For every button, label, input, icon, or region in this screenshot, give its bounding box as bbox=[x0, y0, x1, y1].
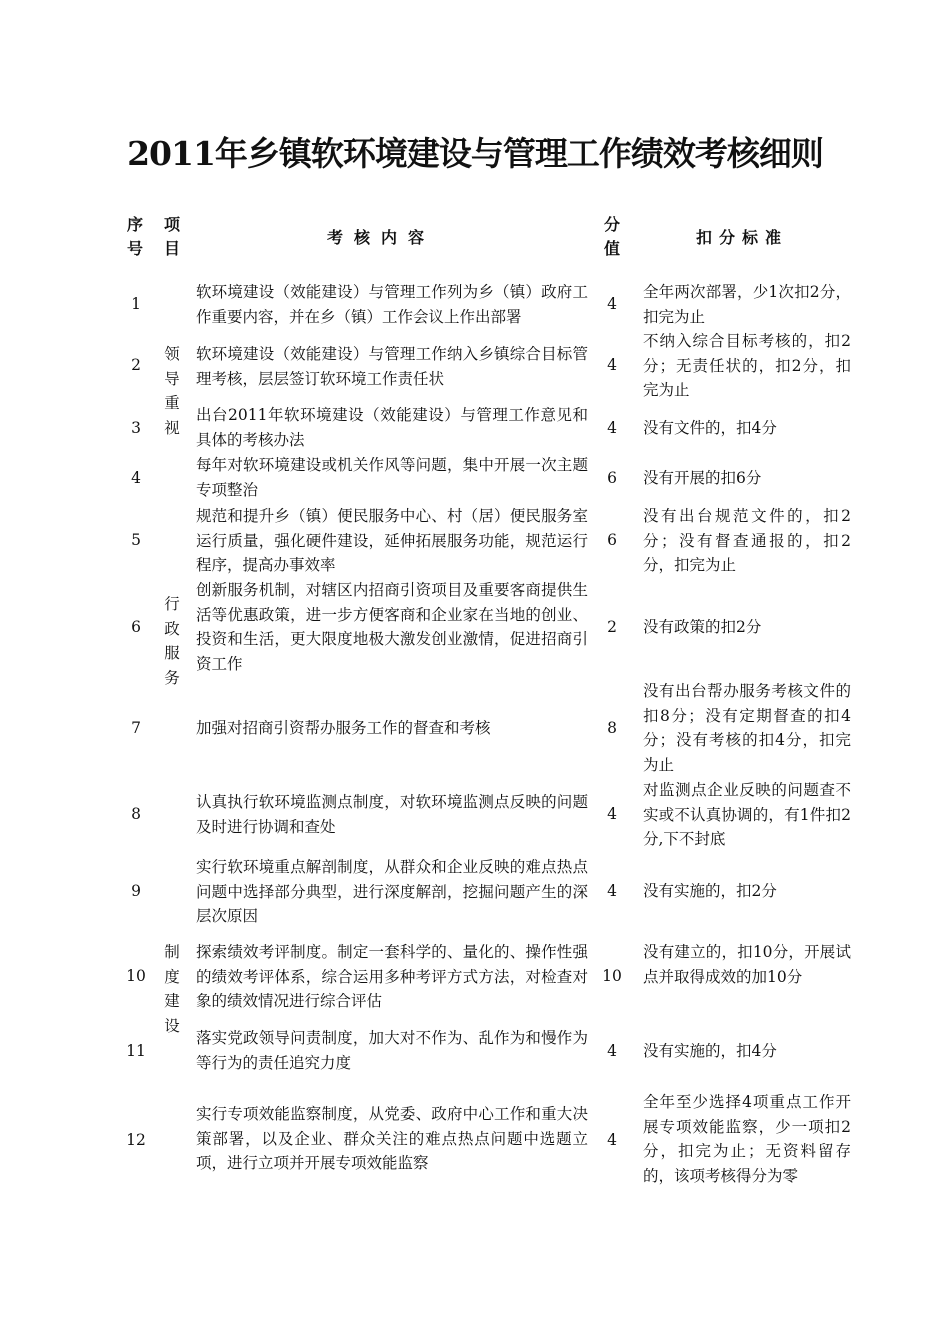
row-9-score: 4 bbox=[607, 882, 617, 900]
row-4-content: 每年对软环境建设或机关作风等问题，集中开展一次主题专项整治 bbox=[196, 456, 588, 499]
row-8-standard: 对监测点企业反映的问题查不实或不认真协调的，有1件扣2分,下不封底 bbox=[643, 781, 851, 848]
header-no: 序号 bbox=[126, 215, 143, 258]
row-6-score: 2 bbox=[607, 618, 617, 636]
row-8-no: 8 bbox=[131, 805, 141, 823]
row-4-score: 6 bbox=[607, 469, 617, 487]
category-admin-service: 行政服务 bbox=[164, 595, 180, 687]
category-system-building: 制度建设 bbox=[164, 943, 180, 1035]
row-5-score: 6 bbox=[607, 531, 617, 549]
row-7-standard: 没有出台帮办服务考核文件的扣8分；没有定期督查的扣4分；没有考核的扣4分，扣完为止 bbox=[643, 682, 851, 774]
row-6-content: 创新服务机制，对辖区内招商引资项目及重要客商提供生活等优惠政策，进一步方便客商和企业家在当地的创业、投资和生活，更大限度地极大激发创业激情，促进招商引资工作 bbox=[196, 581, 588, 673]
row-5-no: 5 bbox=[131, 531, 141, 549]
row-3-standard: 没有文件的，扣4分 bbox=[643, 419, 777, 437]
row-6-standard: 没有政策的扣2分 bbox=[643, 618, 762, 636]
row-12-score: 4 bbox=[607, 1131, 617, 1149]
header-item: 项目 bbox=[163, 215, 180, 258]
row-1-no: 1 bbox=[131, 295, 141, 313]
row-11-score: 4 bbox=[607, 1042, 617, 1060]
row-1-content: 软环境建设（效能建设）与管理工作列为乡（镇）政府工作重要内容，并在乡（镇）工作会议上作出部署 bbox=[196, 283, 588, 326]
row-12-no: 12 bbox=[126, 1131, 146, 1149]
row-8-score: 4 bbox=[607, 805, 617, 823]
row-8-content: 认真执行软环境监测点制度，对软环境监测点反映的问题及时进行协调和查处 bbox=[196, 793, 588, 836]
document-title: 2011年乡镇软环境建设与管理工作绩效考核细则 bbox=[127, 134, 823, 173]
row-5-content: 规范和提升乡（镇）便民服务中心、村（居）便民服务室运行质量，强化硬件建设，延伸拓展服务功能，规范运行程序，提高办事效率 bbox=[196, 507, 588, 574]
category-leadership: 领导重视 bbox=[164, 345, 180, 437]
row-12-standard: 全年至少选择4项重点工作开展专项效能监察，少一项扣2分，扣完为止；无资料留存的，该项考核得分为零 bbox=[643, 1093, 851, 1185]
row-4-standard: 没有开展的扣6分 bbox=[643, 469, 762, 487]
row-10-content: 探索绩效考评制度。制定一套科学的、量化的、操作性强的绩效考评体系，综合运用多种考评方式方法，对检查对象的绩效情况进行综合评估 bbox=[196, 943, 588, 1010]
row-2-score: 4 bbox=[607, 356, 617, 374]
row-1-standard: 全年两次部署，少1次扣2分，扣完为止 bbox=[643, 283, 851, 326]
row-5-standard: 没有出台规范文件的，扣2分；没有督查通报的，扣2分，扣完为止 bbox=[643, 507, 851, 574]
row-11-content: 落实党政领导问责制度，加大对不作为、乱作为和慢作为等行为的责任追究力度 bbox=[196, 1029, 588, 1072]
row-11-no: 11 bbox=[126, 1042, 146, 1060]
row-6-no: 6 bbox=[131, 618, 141, 636]
row-7-score: 8 bbox=[607, 719, 617, 737]
row-3-score: 4 bbox=[607, 419, 617, 437]
row-9-content: 实行软环境重点解剖制度，从群众和企业反映的难点热点问题中选择部分典型，进行深度解剖，挖掘问题产生的深层次原因 bbox=[196, 858, 588, 925]
row-10-standard: 没有建立的，扣10分，开展试点并取得成效的加10分 bbox=[643, 943, 851, 986]
row-7-no: 7 bbox=[131, 719, 141, 737]
row-4-no: 4 bbox=[131, 469, 141, 487]
row-11-standard: 没有实施的，扣4分 bbox=[643, 1042, 777, 1060]
header-content: 考核内容 bbox=[327, 228, 436, 247]
row-7-content: 加强对招商引资帮办服务工作的督查和考核 bbox=[196, 719, 491, 737]
row-12-content: 实行专项效能监察制度，从党委、政府中心工作和重大决策部署，以及企业、群众关注的难点热点问题中选题立项，进行立项并开展专项效能监察 bbox=[196, 1105, 588, 1172]
row-1-score: 4 bbox=[607, 295, 617, 313]
row-3-no: 3 bbox=[131, 419, 141, 437]
row-9-standard: 没有实施的，扣2分 bbox=[643, 882, 777, 900]
header-score: 分值 bbox=[603, 215, 620, 258]
row-10-score: 10 bbox=[602, 967, 622, 985]
row-2-content: 软环境建设（效能建设）与管理工作纳入乡镇综合目标管理考核，层层签订软环境工作责任状 bbox=[196, 345, 588, 388]
row-2-no: 2 bbox=[131, 356, 141, 374]
row-2-standard: 不纳入综合目标考核的，扣2分；无责任状的，扣2分，扣完为止 bbox=[643, 332, 851, 399]
header-standard: 扣分标准 bbox=[696, 228, 789, 247]
row-3-content: 出台2011年软环境建设（效能建设）与管理工作意见和具体的考核办法 bbox=[196, 406, 588, 449]
row-9-no: 9 bbox=[131, 882, 141, 900]
row-10-no: 10 bbox=[126, 967, 146, 985]
